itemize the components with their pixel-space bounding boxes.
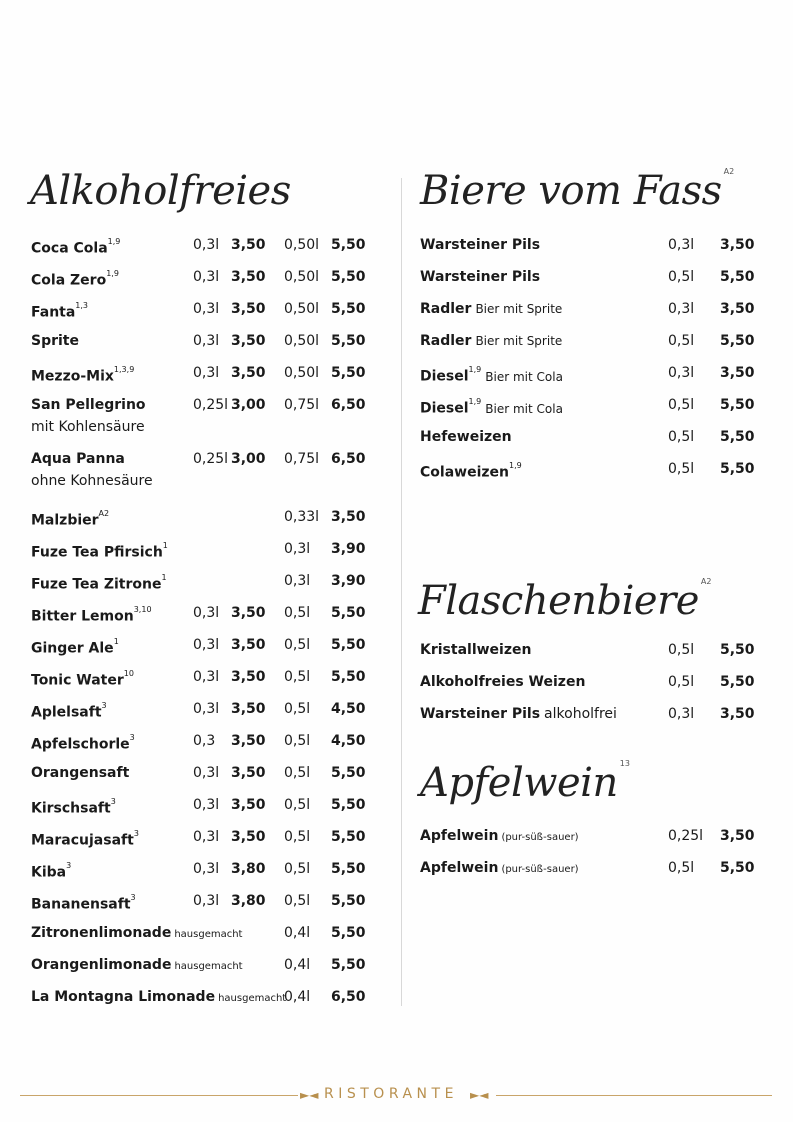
menu-row (420, 641, 760, 661)
volume: 0,5l (668, 397, 695, 413)
price-large: 5,50 (331, 925, 366, 941)
volume: 0,5l (668, 674, 695, 690)
volume-small: 0,3l (193, 861, 220, 877)
allergen-superscript: A2 (98, 509, 110, 518)
footer-rule-right (496, 1095, 772, 1096)
item-name-text: Diesel (420, 400, 469, 417)
menu-row (420, 300, 760, 320)
volume-small: 0,3l (193, 269, 220, 285)
item-name (420, 673, 585, 691)
allergen-superscript: 1 (113, 637, 119, 646)
item-name (31, 572, 167, 594)
allergen-superscript: 1,3 (75, 301, 89, 310)
item-name (420, 460, 522, 482)
price: 5,50 (720, 269, 755, 285)
menu-row (420, 673, 760, 693)
price-large: 5,50 (331, 829, 366, 845)
volume-large: 0,5l (284, 829, 311, 845)
volume-large: 0,75l (284, 451, 320, 467)
menu-row (420, 705, 760, 725)
volume-large: 0,5l (284, 637, 311, 653)
volume-large: 0,5l (284, 733, 311, 749)
item-name (31, 892, 136, 914)
price: 5,50 (720, 429, 755, 445)
item-name (420, 428, 512, 446)
item-name-text: Tonic Water (31, 672, 124, 689)
price-small: 3,50 (231, 237, 266, 253)
price: 3,50 (720, 365, 755, 381)
menu-row (420, 460, 760, 480)
item-name-text: Coca Cola (31, 240, 108, 257)
volume-large: 0,3l (284, 541, 311, 557)
item-name (31, 700, 107, 722)
item-name-text: Radler (420, 333, 472, 349)
item-name-text: Apfelwein (420, 860, 499, 876)
price: 5,50 (720, 674, 755, 690)
menu-row (420, 827, 760, 847)
volume: 0,5l (668, 860, 695, 876)
volume-large: 0,33l (284, 509, 320, 525)
volume-small: 0,3l (193, 333, 220, 349)
allergen-superscript: 3 (110, 797, 116, 806)
title-superscript: A2 (700, 577, 712, 586)
price-small: 3,50 (231, 829, 266, 845)
item-subtitle: ohne Kohnesäure (31, 473, 153, 489)
item-name (31, 636, 119, 658)
menu-row (420, 428, 760, 448)
price-large: 4,50 (331, 733, 366, 749)
item-note: hausgemacht (174, 929, 243, 940)
item-name-text: San Pellegrino (31, 397, 146, 413)
item-name (31, 236, 120, 258)
allergen-superscript: 1 (162, 541, 168, 550)
item-name-text: Aplelsaft (31, 704, 102, 721)
price-large: 5,50 (331, 333, 366, 349)
price-large: 5,50 (331, 365, 366, 381)
volume-small: 0,3l (193, 797, 220, 813)
allergen-superscript: 3 (129, 733, 135, 742)
item-name (31, 540, 168, 562)
volume-small: 0,3l (193, 765, 220, 781)
price-large: 5,50 (331, 301, 366, 317)
item-name-text: Kristallweizen (420, 642, 532, 658)
price-large: 5,50 (331, 765, 366, 781)
menu-row (420, 268, 760, 288)
item-name (31, 988, 286, 1008)
price-small: 3,00 (231, 397, 266, 413)
volume-large: 0,5l (284, 605, 311, 621)
item-name (31, 668, 134, 690)
allergen-superscript: 3 (130, 893, 136, 902)
volume-small: 0,3l (193, 365, 220, 381)
item-name-text: Apfelschorle (31, 736, 130, 753)
item-name (420, 300, 562, 318)
item-name (420, 268, 540, 286)
section-title-apfelwein: Apfelwein $^{13}$ (420, 759, 630, 806)
price-small: 3,50 (231, 301, 266, 317)
price: 3,50 (720, 301, 755, 317)
volume-small: 0,3l (193, 893, 220, 909)
volume-large: 0,50l (284, 365, 320, 381)
price-small: 3,50 (231, 269, 266, 285)
item-name (31, 924, 242, 944)
item-name-text: Alkoholfreies Weizen (420, 674, 586, 690)
price: 5,50 (720, 333, 755, 349)
item-note: Bier mit Cola (485, 401, 563, 416)
menu-row (420, 364, 760, 384)
price: 5,50 (720, 860, 755, 876)
price-large: 5,50 (331, 957, 366, 973)
price-small: 3,00 (231, 451, 266, 467)
section-title-biere-vom-fass: Biere vom Fass $^{A2}$ (420, 167, 735, 214)
item-name (31, 956, 243, 976)
price-large: 5,50 (331, 605, 366, 621)
item-name-text: Malzbier (31, 512, 99, 529)
allergen-superscript: 3 (101, 701, 107, 710)
price-small: 3,50 (231, 669, 266, 685)
item-name (31, 268, 119, 290)
volume-small: 0,3l (193, 605, 220, 621)
price-large: 5,50 (331, 669, 366, 685)
price-large: 5,50 (331, 237, 366, 253)
volume-small: 0,3l (193, 301, 220, 317)
volume-large: 0,4l (284, 989, 311, 1005)
item-name (31, 732, 135, 754)
item-name-text: Orangensaft (31, 765, 130, 781)
volume-large: 0,5l (284, 765, 311, 781)
price-small: 3,80 (231, 893, 266, 909)
volume-large: 0,50l (284, 301, 320, 317)
volume-large: 0,50l (284, 269, 320, 285)
volume-small: 0,25l (193, 397, 229, 413)
volume-small: 0,3 (193, 733, 216, 749)
volume-small: 0,25l (193, 451, 229, 467)
item-name (31, 364, 134, 386)
price-small: 3,50 (231, 333, 266, 349)
section-title-flaschenbiere: Flaschenbiere $^{A2}$ (418, 577, 712, 624)
item-name (31, 764, 129, 782)
item-name-text: Aqua Panna (31, 451, 125, 467)
price-small: 3,50 (231, 637, 266, 653)
menu-row (31, 450, 371, 490)
volume-large: 0,5l (284, 861, 311, 877)
footer-brand: RISTORANTE (324, 1086, 458, 1102)
price-large: 6,50 (331, 397, 366, 413)
allergen-superscript: 1,9 (468, 397, 482, 406)
item-name-text: Warsteiner Pils (420, 269, 541, 285)
price: 3,50 (720, 706, 755, 722)
volume-large: 0,4l (284, 957, 311, 973)
item-name-text: Diesel (420, 368, 469, 385)
menu-row (420, 236, 760, 256)
item-name (420, 332, 562, 350)
volume-small: 0,3l (193, 237, 220, 253)
allergen-superscript: 3 (133, 829, 139, 838)
price: 3,50 (720, 828, 755, 844)
item-name-text: Orangenlimonade (31, 957, 172, 973)
allergen-superscript: 3 (66, 861, 72, 870)
item-name-text: Sprite (31, 333, 79, 349)
price-large: 6,50 (331, 989, 366, 1005)
price-large: 5,50 (331, 269, 366, 285)
item-name-text: Warsteiner Pils (420, 706, 541, 722)
item-name (31, 396, 146, 414)
price: 5,50 (720, 397, 755, 413)
price-small: 3,50 (231, 701, 266, 717)
price-large: 4,50 (331, 701, 366, 717)
price-small: 3,50 (231, 733, 266, 749)
item-name (31, 450, 125, 468)
price-large: 3,90 (331, 541, 366, 557)
item-name (420, 364, 563, 386)
item-name-text: Warsteiner Pils (420, 237, 541, 253)
price-large: 5,50 (331, 797, 366, 813)
volume: 0,5l (668, 642, 695, 658)
volume: 0,25l (668, 828, 704, 844)
price-large: 5,50 (331, 893, 366, 909)
item-name-text: Cola Zero (31, 272, 107, 289)
item-name (420, 827, 579, 847)
menu-row (420, 332, 760, 352)
section-title-alkoholfreies: Alkoholfreies (30, 168, 291, 214)
price-large: 3,90 (331, 573, 366, 589)
item-name (420, 859, 579, 879)
price-large: 5,50 (331, 637, 366, 653)
item-name (420, 705, 617, 723)
item-name-text: Apfelwein (420, 828, 499, 844)
item-name-text: Zitronenlimonade (31, 925, 172, 941)
volume: 0,3l (668, 365, 695, 381)
price-small: 3,50 (231, 605, 266, 621)
price-small: 3,80 (231, 861, 266, 877)
volume-large: 0,5l (284, 797, 311, 813)
item-name (420, 396, 563, 418)
item-note: Bier mit Sprite (475, 302, 563, 316)
price-small: 3,50 (231, 797, 266, 813)
title-superscript: A2 (723, 167, 735, 176)
volume: 0,3l (668, 706, 695, 722)
price: 3,50 (720, 237, 755, 253)
item-name-text: Colaweizen (420, 464, 509, 481)
menu-row (420, 859, 760, 879)
item-name-text: Kirschsaft (31, 800, 111, 817)
item-name-text: Kiba (31, 864, 67, 881)
volume-large: 0,50l (284, 333, 320, 349)
volume-large: 0,50l (284, 237, 320, 253)
volume: 0,5l (668, 429, 695, 445)
allergen-superscript: 1,3,9 (113, 365, 135, 374)
item-note: hausgemacht (174, 961, 243, 972)
volume: 0,5l (668, 461, 695, 477)
volume-large: 0,5l (284, 893, 311, 909)
price: 5,50 (720, 642, 755, 658)
item-name (31, 860, 71, 882)
item-name (420, 236, 540, 254)
price-large: 6,50 (331, 451, 366, 467)
item-name-text: La Montagna Limonade (31, 989, 216, 1005)
item-name (31, 828, 139, 850)
volume-small: 0,3l (193, 829, 220, 845)
allergen-superscript: 10 (123, 669, 134, 678)
item-note: alkoholfrei (544, 706, 617, 722)
item-name (31, 508, 109, 530)
price-small: 3,50 (231, 765, 266, 781)
item-name-text: Fuze Tea Zitrone (31, 576, 162, 593)
volume-large: 0,5l (284, 701, 311, 717)
item-note: Bier mit Cola (485, 369, 563, 384)
item-name-text: Ginger Ale (31, 640, 114, 657)
volume: 0,5l (668, 269, 695, 285)
footer-ornament-right-icon: ►◄ (470, 1088, 489, 1102)
price-large: 5,50 (331, 861, 366, 877)
volume-large: 0,3l (284, 573, 311, 589)
price: 5,50 (720, 461, 755, 477)
item-name-text: Fuze Tea Pfirsich (31, 544, 163, 561)
title-superscript: 13 (619, 759, 630, 768)
allergen-superscript: 1,9 (508, 461, 522, 470)
footer-rule-left (20, 1095, 298, 1096)
item-name (31, 332, 79, 350)
column-divider (401, 178, 402, 1006)
volume-small: 0,3l (193, 701, 220, 717)
volume-small: 0,3l (193, 669, 220, 685)
volume-large: 0,4l (284, 925, 311, 941)
item-name (31, 300, 88, 322)
volume-small: 0,3l (193, 637, 220, 653)
item-name-text: Bitter Lemon (31, 608, 134, 625)
item-name (31, 604, 152, 626)
allergen-superscript: 1,9 (107, 237, 121, 246)
allergen-superscript: 1,9 (106, 269, 119, 278)
item-name-text: Hefeweizen (420, 429, 512, 445)
item-note: Bier mit Sprite (475, 334, 563, 348)
volume: 0,5l (668, 333, 695, 349)
item-name-text: Fanta (31, 304, 76, 321)
item-name-text: Bananensaft (31, 896, 131, 913)
menu-row (31, 988, 371, 1028)
price-large: 3,50 (331, 509, 366, 525)
item-name-text: Mezzo-Mix (31, 368, 114, 385)
item-note: (pur-süß-sauer) (501, 864, 579, 875)
item-subtitle: mit Kohlensäure (31, 419, 145, 435)
allergen-superscript: 1,9 (468, 365, 482, 374)
item-name (420, 641, 531, 659)
volume: 0,3l (668, 301, 695, 317)
item-note: (pur-süß-sauer) (501, 832, 579, 843)
item-name (31, 796, 116, 818)
volume-large: 0,5l (284, 669, 311, 685)
allergen-superscript: 1 (161, 573, 167, 582)
price-small: 3,50 (231, 365, 266, 381)
item-name-text: Radler (420, 301, 472, 317)
menu-row (420, 396, 760, 416)
volume-large: 0,75l (284, 397, 320, 413)
menu-row (31, 396, 371, 436)
footer-ornament-left-icon: ►◄ (300, 1088, 319, 1102)
allergen-superscript: 3,10 (133, 605, 152, 614)
volume: 0,3l (668, 237, 695, 253)
item-name-text: Maracujasaft (31, 832, 134, 849)
item-note: hausgemacht (218, 993, 287, 1004)
